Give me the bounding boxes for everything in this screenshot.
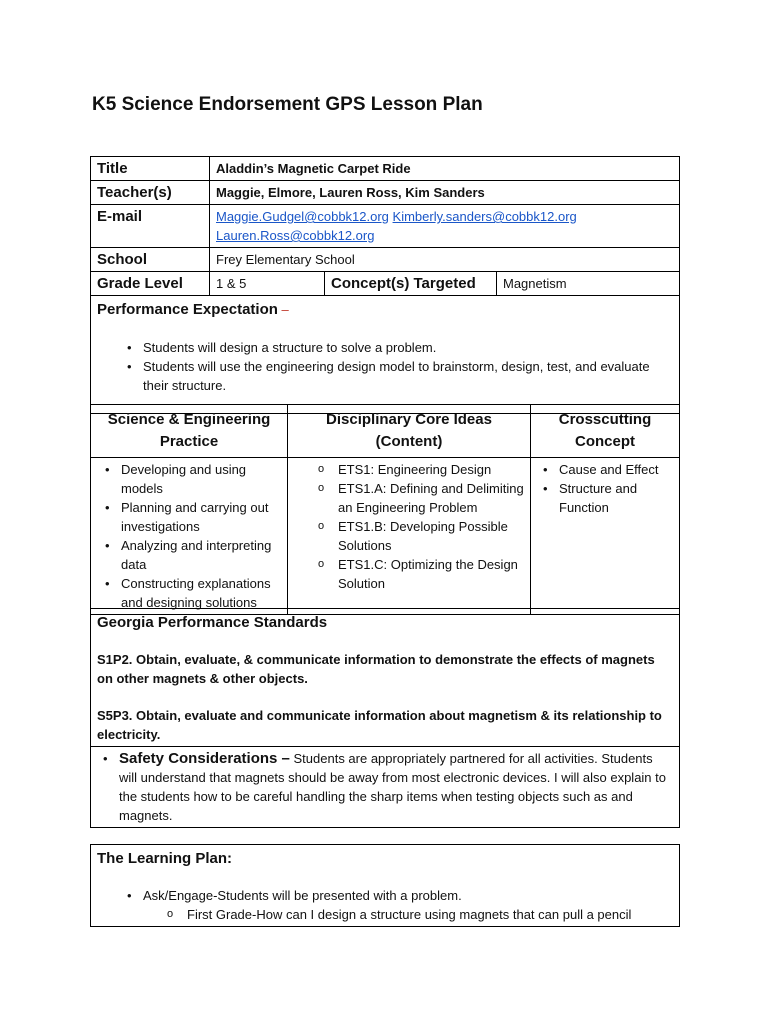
gps-cell [91,609,680,747]
list-item: • Planning and carrying out investigations [121,498,281,536]
concept-label: Concept(s) Targeted [325,272,497,296]
list-item: o ETS1.C: Optimizing the Design Solution [338,555,524,593]
title-label: Title [91,157,210,181]
learning-list [121,886,673,905]
dci-cell [288,458,531,615]
teachers-label: Teacher(s) [91,181,210,205]
gps-table [90,608,680,828]
list-item: o ETS1.B: Developing Possible Solutions [338,517,524,555]
cc-header: Crosscutting Concept [531,405,680,458]
list-item: • Students will design a structure to solve a problem. [143,338,673,357]
email-link-2[interactable]: Kimberly.sanders@cobbk12.org [392,209,577,224]
list-item: o First Grade-How can I design a structure using magnets that can pull a pencil [187,905,673,924]
concept-value: Magnetism [497,272,680,296]
cc-cell [531,458,680,615]
email-value [210,205,680,248]
list-item: • Developing and using models [121,460,281,498]
list-item: • Ask/Engage-Students will be presented with a problem. [143,886,673,905]
email-link-1[interactable]: Maggie.Gudgel@cobbk12.org [216,209,389,224]
safety-list [95,749,673,825]
list-item: • Structure and Function [559,479,673,517]
title-value: Aladdin’s Magnetic Carpet Ride [210,157,680,181]
list-item: o ETS1: Engineering Design [338,460,524,479]
dci-list [314,460,524,593]
email-label: E-mail [91,205,210,248]
email-link-3[interactable]: Lauren.Ross@cobbk12.org [216,228,375,243]
standard-s5p3: S5P3. Obtain, evaluate and communicate information about magnetism & its relationship to electricity. [97,708,662,742]
list-item: • Analyzing and interpreting data [121,536,281,574]
grade-value: 1 & 5 [210,272,325,296]
sep-header: Science & Engineering Practice [91,405,288,458]
list-item: • Cause and Effect [559,460,673,479]
performance-label: Performance Expectation [97,301,278,318]
standard-s1p2: S1P2. Obtain, evaluate, & communicate information to demonstrate the effects of magnets on other magnets & other objects. [97,652,655,686]
sep-list [99,460,281,612]
dci-header: Disciplinary Core Ideas (Content) [288,405,531,458]
school-label: School [91,248,210,272]
list-item [119,749,673,825]
standards-columns-table [90,404,680,615]
school-value: Frey Elementary School [210,248,680,272]
learning-plan-label: The Learning Plan: [97,850,233,867]
sep-cell [91,458,288,615]
learning-plan-table [90,844,680,927]
document-title: K5 Science Endorsement GPS Lesson Plan [92,94,483,115]
list-item: o ETS1.A: Defining and Delimiting an Engineering Problem [338,479,524,517]
learning-sublist [163,905,673,924]
safety-text: Students are appropriately partnered for all activities. Students will understand that magnets should be away from most electronic devices. I will also explain to the students how to be careful handling the sharp items when testing objects such as and magnets. [119,751,666,823]
safety-label: Safety Considerations – [119,750,290,767]
gps-label: Georgia Performance Standards [97,614,328,631]
performance-list [121,338,673,395]
teachers-value: Maggie, Elmore, Lauren Ross, Kim Sanders [210,181,680,205]
list-item: • Students will use the engineering design model to brainstorm, design, test, and evaluate their structure. [143,357,673,395]
cc-list [537,460,673,517]
list-item: • Constructing explanations and designing solutions [121,574,281,612]
performance-expectation-cell [91,296,680,414]
learning-plan-cell [91,845,680,927]
lesson-info-table [90,156,680,414]
safety-cell [91,747,680,828]
performance-dash: – [281,302,289,317]
grade-label: Grade Level [91,272,210,296]
